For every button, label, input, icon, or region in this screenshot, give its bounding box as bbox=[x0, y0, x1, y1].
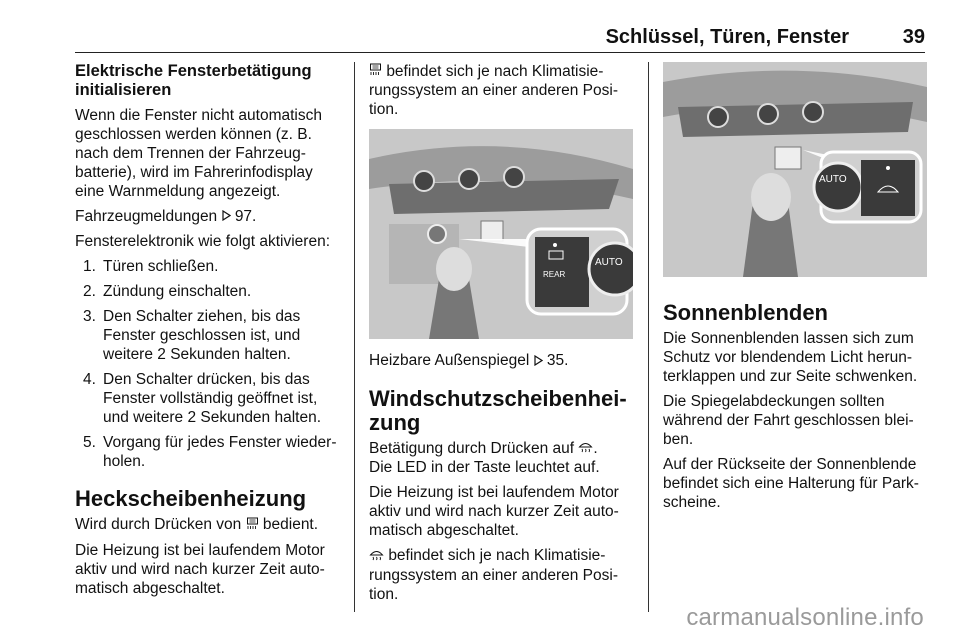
section-heading-rear-heater: Heckscheibenheizung bbox=[75, 486, 307, 512]
list-item: 2. Zündung einschalten. bbox=[83, 283, 252, 301]
paragraph: Auf der Rückseite der Sonnenblende befindet sich eine Halterung für Park-scheine. bbox=[663, 456, 919, 511]
section-heading-windscreen-heater: Windschutzscheibenhei-zung bbox=[369, 385, 627, 435]
rear-window-heater-icon bbox=[369, 62, 382, 81]
chapter-title: Schlüssel, Türen, Fenster bbox=[605, 26, 849, 48]
windscreen-heater-icon bbox=[578, 439, 593, 458]
list-item: 5. Vorgang für jedes Fenster wieder-holen. bbox=[83, 434, 337, 471]
page-reference-triangle-icon bbox=[222, 207, 231, 226]
paragraph: Wenn die Fenster nicht automatisch geschlossen werden können (z. B. nach dem Trennen der Fahrzeug-batterie), wird im Fahrerinfodisplay eine Warnmeldung angezeigt. bbox=[75, 107, 322, 200]
paragraph-reference: Heizbare Außenspiegel 35. bbox=[369, 352, 569, 370]
reference-page: 97. bbox=[234, 208, 257, 225]
paragraph: Die Heizung ist bei laufendem Motor aktiv und wird nach kurzer Zeit auto-matisch abgeschaltet. bbox=[369, 484, 619, 540]
paragraph: Betätigung durch Drücken auf . Die LED in der Taste leuchtet auf. bbox=[369, 439, 600, 477]
section-heading-sun-visors: Sonnenblenden bbox=[663, 300, 828, 325]
page-header bbox=[75, 26, 925, 53]
paragraph: Die Heizung ist bei laufendem Motor aktiv und wird nach kurzer Zeit auto-matisch abgeschaltet. bbox=[75, 541, 325, 597]
section-heading-window-init: Elektrische Fensterbetätigung initialisieren bbox=[75, 62, 312, 99]
console-photo-front-button bbox=[663, 62, 927, 277]
auto-button-label: AUTO bbox=[595, 257, 623, 269]
list-item: 1. Türen schließen. bbox=[83, 258, 219, 276]
steps-list bbox=[75, 257, 343, 471]
page-number: 39 bbox=[902, 26, 925, 48]
rear-window-heater-icon bbox=[246, 516, 259, 535]
reference-text: Fahrzeugmeldungen bbox=[75, 208, 218, 225]
column-divider bbox=[648, 62, 649, 612]
console-photo-rear-button bbox=[369, 129, 633, 339]
column-divider bbox=[354, 62, 355, 612]
column-2 bbox=[369, 62, 635, 610]
column-1 bbox=[75, 62, 343, 604]
paragraph: Wird durch Drücken von bedient. bbox=[75, 516, 319, 534]
auto-button-label: AUTO bbox=[819, 174, 847, 185]
page-reference-triangle-icon bbox=[534, 352, 543, 371]
paragraph: befindet sich je nach Klimatisie-rungssystem an einer anderen Posi-tion. bbox=[369, 547, 618, 603]
rear-button-label: REAR bbox=[543, 270, 566, 280]
watermark: carmanualsonline.info bbox=[686, 604, 924, 631]
paragraph-reference bbox=[75, 207, 343, 226]
paragraph: Die Sonnenblenden lassen sich zum Schutz vor blendendem Licht herun-terklappen und zur Seite schwenken. bbox=[663, 330, 918, 385]
windscreen-heater-icon bbox=[369, 547, 384, 566]
paragraph: Die Spiegelabdeckungen sollten während der Fahrt geschlossen blei-ben. bbox=[663, 393, 914, 448]
paragraph: Fensterelektronik wie folgt aktivieren: bbox=[75, 233, 331, 251]
list-item: 3. Den Schalter ziehen, bis das Fenster geschlossen ist, und weitere 2 Sekunden halten. bbox=[83, 308, 301, 364]
column-3 bbox=[663, 62, 928, 518]
paragraph: befindet sich je nach Klimatisie-rungssystem an einer anderen Posi-tion. bbox=[369, 63, 618, 119]
list-item: 4. Den Schalter drücken, bis das Fenster vollständig geöffnet ist, und weitere 2 Sekunden halten. bbox=[83, 371, 322, 427]
